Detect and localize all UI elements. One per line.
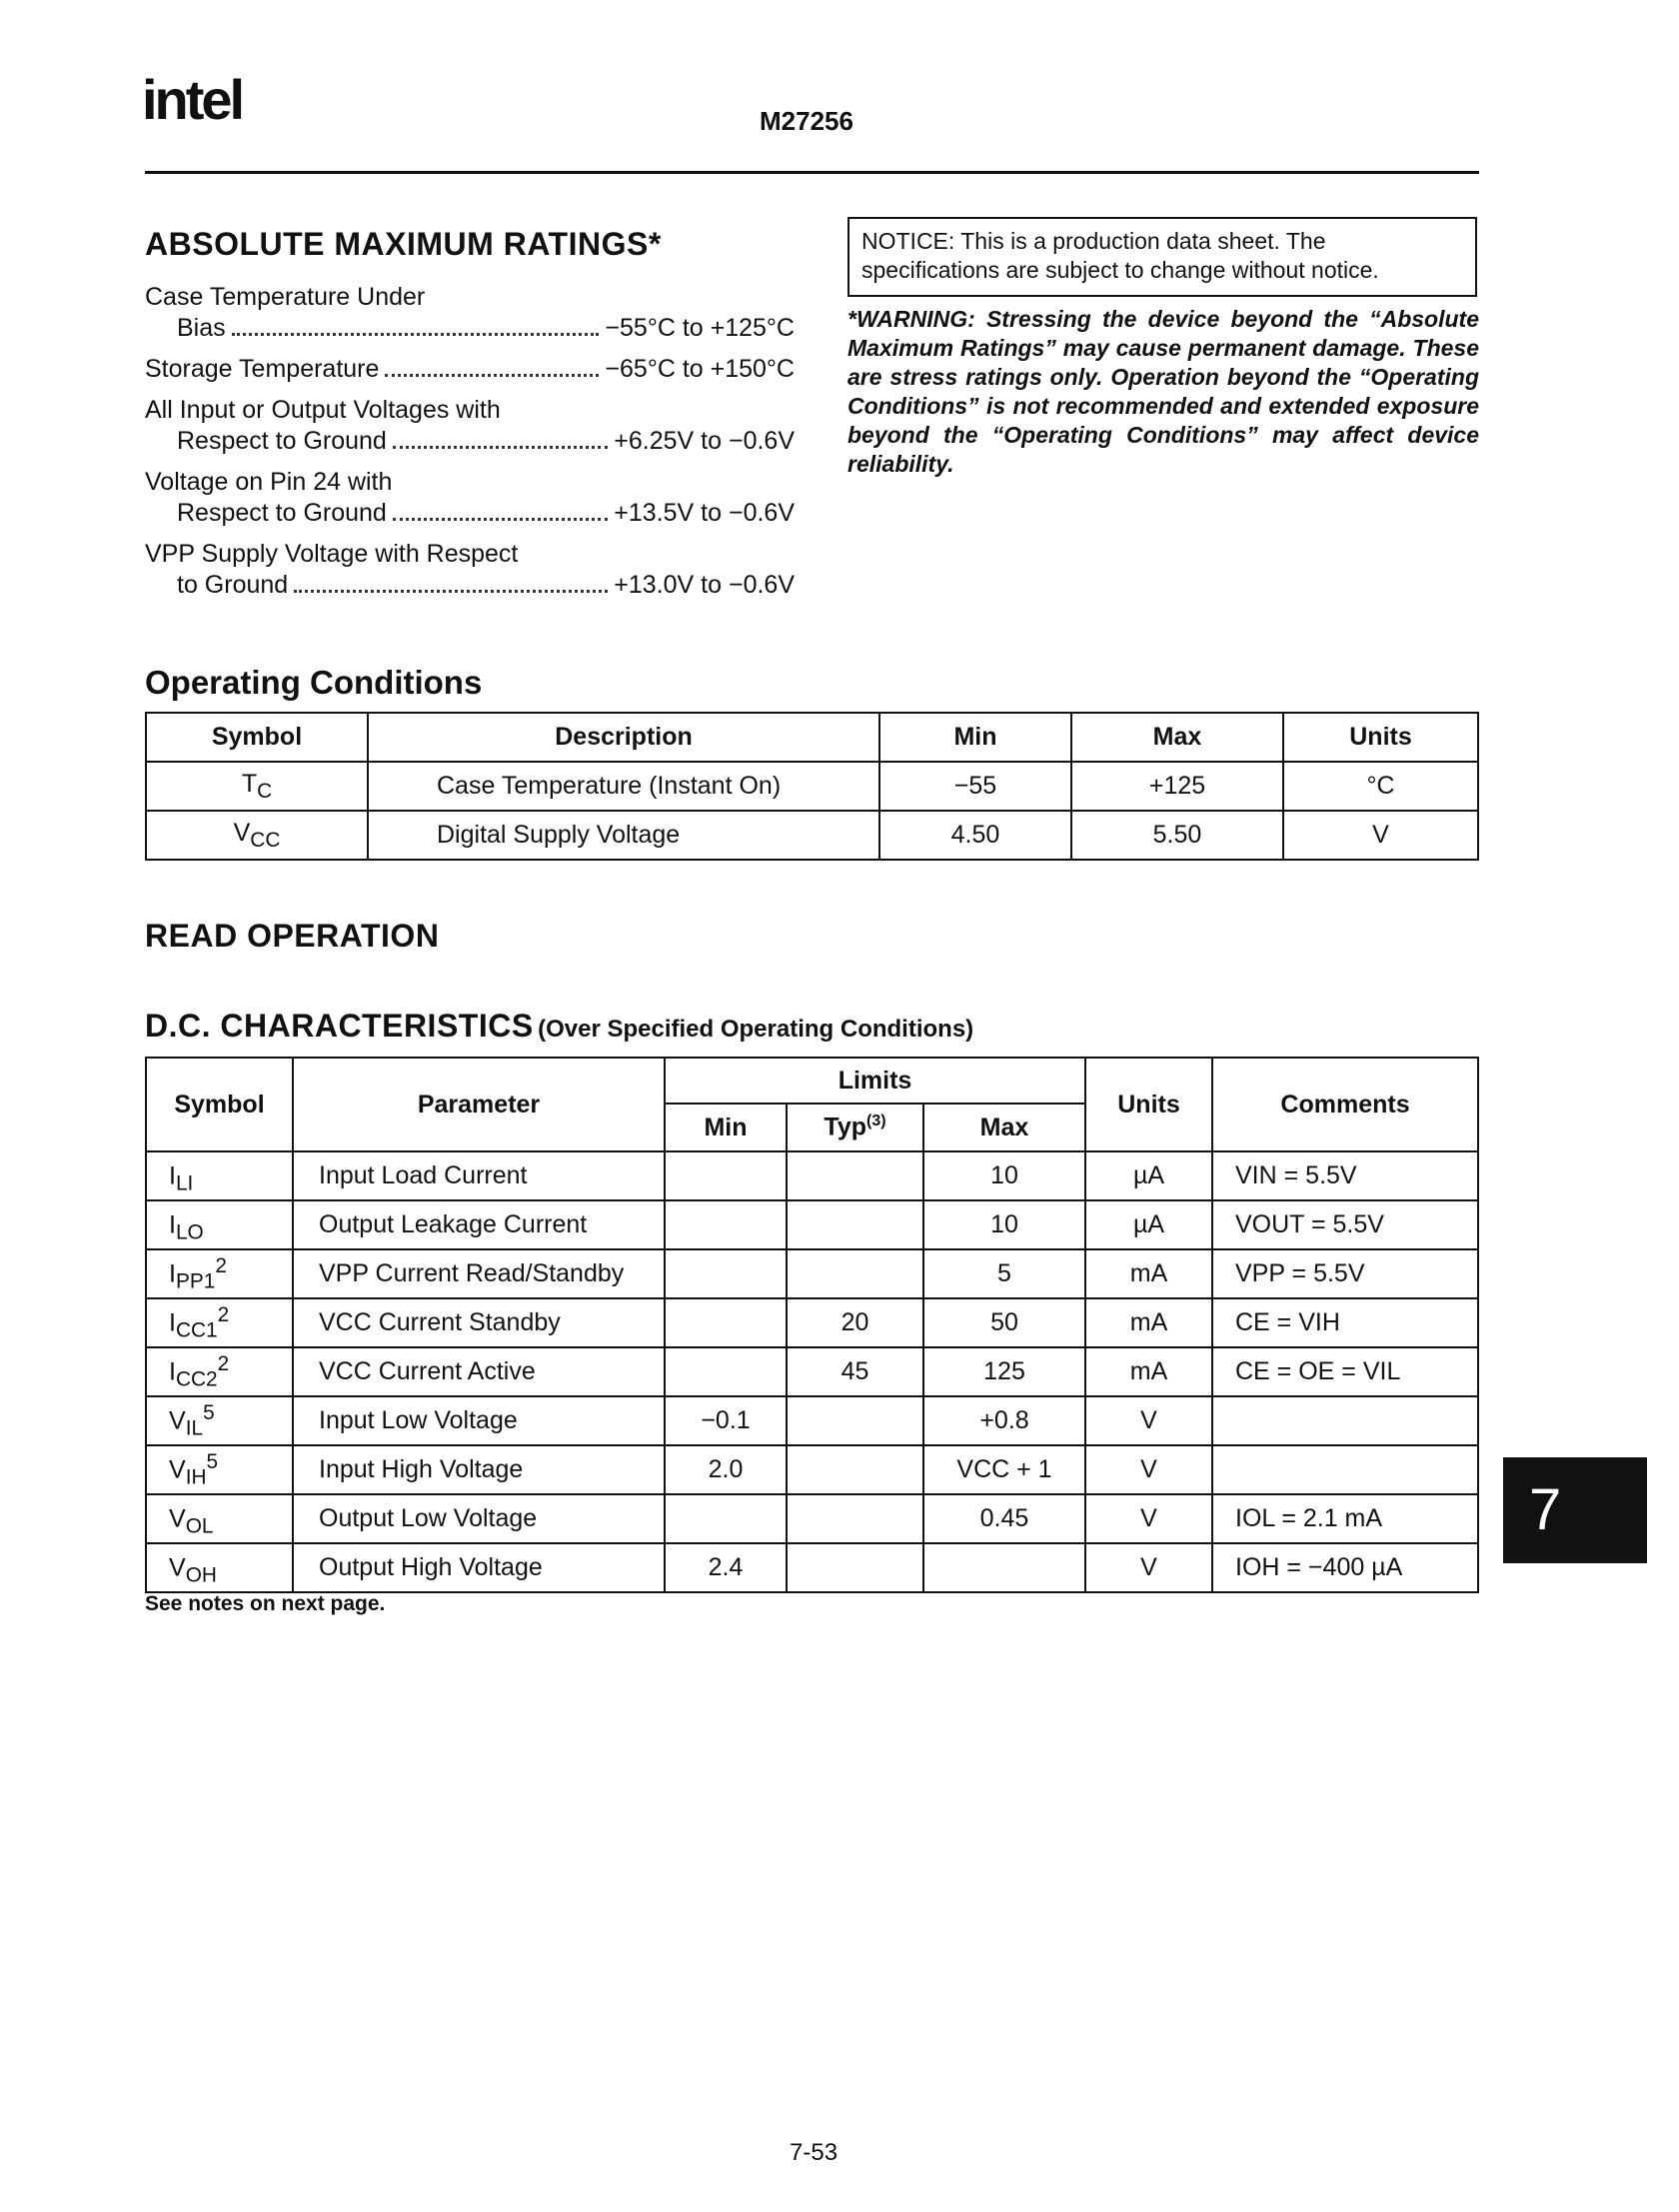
cell-max: 50 <box>923 1298 1085 1347</box>
cell-units: V <box>1283 811 1478 860</box>
cell-typ <box>787 1445 923 1494</box>
rating-item <box>145 354 795 385</box>
cell-symbol: $V_{OL}$ <box>146 1494 293 1543</box>
cell-typ <box>787 1151 923 1200</box>
warning-text: *WARNING: Stressing the device beyond the “Absolute Maximum Ratings” may cause permanent damage. These are stress ratings only. Operation beyond the “Operating Conditions” is not recommended and extended exposure beyond the “Operating Conditions” may affect device reliability. <box>847 306 1479 477</box>
cell-typ <box>787 1249 923 1298</box>
table-row <box>146 1249 1478 1298</box>
rating-label: Respect to Ground <box>177 427 387 455</box>
table-row <box>146 811 1478 860</box>
cell-typ <box>787 1494 923 1543</box>
col-header-comments: Comments <box>1212 1058 1478 1151</box>
rating-value: −65°C to +150°C <box>605 355 795 383</box>
cell-parameter: Input High Voltage <box>293 1445 665 1494</box>
cell-units: mA <box>1085 1249 1212 1298</box>
abs-max-list <box>145 282 795 611</box>
cell-max: VCC + 1 <box>923 1445 1085 1494</box>
cell-max: +0.8 <box>923 1396 1085 1445</box>
cell-parameter: Input Load Current <box>293 1151 665 1200</box>
cell-max: 10 <box>923 1200 1085 1249</box>
cell-max: 5 <box>923 1249 1085 1298</box>
cell-symbol: $T_C$ <box>146 762 368 811</box>
rating-line1: Case Temperature Under <box>145 283 426 311</box>
cell-symbol: $I_{CC1}^2$ <box>146 1298 293 1347</box>
rating-line1: Voltage on Pin 24 with <box>145 468 393 496</box>
document-id: M27256 <box>760 106 853 136</box>
cell-min <box>665 1298 787 1347</box>
table-header-row <box>146 713 1478 762</box>
cell-max: 125 <box>923 1347 1085 1396</box>
cell-comment: VOUT = 5.5V <box>1212 1200 1478 1249</box>
table-row <box>146 1151 1478 1200</box>
rating-label: Storage Temperature <box>145 355 380 383</box>
rating-item <box>145 467 795 529</box>
cell-min <box>665 1151 787 1200</box>
rating-line1: All Input or Output Voltages with <box>145 396 501 424</box>
cell-units: mA <box>1085 1347 1212 1396</box>
table-row <box>146 1347 1478 1396</box>
rating-value: +6.25V to −0.6V <box>614 427 795 455</box>
rating-label: Respect to Ground <box>177 499 387 527</box>
dc-subheading: (Over Specified Operating Conditions) <box>538 1016 974 1043</box>
dc-heading-group <box>145 1008 973 1045</box>
intel-logo: intel <box>142 68 243 131</box>
rating-line1: VPP Supply Voltage with Respect <box>145 540 519 568</box>
cell-comment: VIN = 5.5V <box>1212 1151 1478 1200</box>
col-header-limits: Limits <box>665 1058 1085 1104</box>
cell-min: 2.0 <box>665 1445 787 1494</box>
table-row <box>146 1396 1478 1445</box>
table-row <box>146 1298 1478 1347</box>
col-header-parameter: Parameter <box>293 1058 665 1151</box>
cell-symbol: $V_{IH}^5$ <box>146 1445 293 1494</box>
cell-min: 2.4 <box>665 1543 787 1592</box>
cell-parameter: Output Low Voltage <box>293 1494 665 1543</box>
cell-units: µA <box>1085 1200 1212 1249</box>
rating-value: +13.0V to −0.6V <box>614 571 795 599</box>
cell-parameter: VPP Current Read/Standby <box>293 1249 665 1298</box>
cell-symbol: $I_{PP1}^2$ <box>146 1249 293 1298</box>
table-row <box>146 1494 1478 1543</box>
rating-item <box>145 395 795 457</box>
rating-item <box>145 539 795 601</box>
cell-parameter: VCC Current Standby <box>293 1298 665 1347</box>
read-operation-heading: READ OPERATION <box>145 918 440 954</box>
cell-min <box>665 1494 787 1543</box>
cell-units: V <box>1085 1494 1212 1543</box>
rating-label: Bias <box>177 314 226 342</box>
col-header: Symbol <box>146 713 368 762</box>
table-row <box>146 1445 1478 1494</box>
cell-comment: IOH = −400 µA <box>1212 1543 1478 1592</box>
cell-comment: VPP = 5.5V <box>1212 1249 1478 1298</box>
col-header-typ: Typ$^{(3)}$ <box>787 1104 923 1151</box>
cell-symbol: $V_{OH}$ <box>146 1543 293 1592</box>
page-number: 7-53 <box>790 2139 839 2166</box>
rating-label: to Ground <box>177 571 289 599</box>
cell-parameter: Output High Voltage <box>293 1543 665 1592</box>
cell-symbol: $V_{IL}^5$ <box>146 1396 293 1445</box>
cell-max <box>923 1543 1085 1592</box>
cell-units: µA <box>1085 1151 1212 1200</box>
cell-units: V <box>1085 1445 1212 1494</box>
cell-min: −0.1 <box>665 1396 787 1445</box>
col-header: Max <box>1071 713 1283 762</box>
cell-typ <box>787 1543 923 1592</box>
cell-comment <box>1212 1396 1478 1445</box>
cell-units: °C <box>1283 762 1478 811</box>
cell-max: 10 <box>923 1151 1085 1200</box>
col-header: Min <box>879 713 1071 762</box>
table-row <box>146 762 1478 811</box>
rating-value: −55°C to +125°C <box>605 314 795 342</box>
cell-comment: CE = OE = VIL <box>1212 1347 1478 1396</box>
abs-max-heading: ABSOLUTE MAXIMUM RATINGS* <box>145 226 662 262</box>
operating-conditions-table <box>145 712 1479 861</box>
col-header-min: Min <box>665 1104 787 1151</box>
cell-max: +125 <box>1071 762 1283 811</box>
table-header-row <box>146 1058 1478 1104</box>
notes-text: See notes on next page. <box>145 1592 386 1615</box>
cell-min <box>665 1347 787 1396</box>
cell-min: 4.50 <box>879 811 1071 860</box>
cell-symbol: $I_{LO}$ <box>146 1200 293 1249</box>
rating-item <box>145 282 795 344</box>
cell-comment: CE = VIH <box>1212 1298 1478 1347</box>
cell-min <box>665 1249 787 1298</box>
table-row <box>146 1543 1478 1592</box>
cell-symbol: $I_{LI}$ <box>146 1151 293 1200</box>
chapter-tab: 7 <box>1503 1457 1647 1563</box>
col-header: Description <box>368 713 879 762</box>
cell-units: V <box>1085 1396 1212 1445</box>
cell-symbol: $I_{CC2}^2$ <box>146 1347 293 1396</box>
rating-value: +13.5V to −0.6V <box>614 499 795 527</box>
dc-characteristics-table <box>145 1057 1479 1593</box>
cell-max: 0.45 <box>923 1494 1085 1543</box>
table-row <box>146 1200 1478 1249</box>
cell-units: mA <box>1085 1298 1212 1347</box>
cell-comment <box>1212 1445 1478 1494</box>
cell-units: V <box>1085 1543 1212 1592</box>
cell-description: Digital Supply Voltage <box>368 811 879 860</box>
notice-box: NOTICE: This is a production data sheet. The specifications are subject to change without notice. <box>847 217 1477 297</box>
col-header-symbol: Symbol <box>146 1058 293 1151</box>
cell-typ: 45 <box>787 1347 923 1396</box>
dc-heading: D.C. CHARACTERISTICS <box>145 1008 534 1044</box>
col-header: Units <box>1283 713 1478 762</box>
col-header-max: Max <box>923 1104 1085 1151</box>
header-rule <box>145 171 1479 174</box>
cell-comment: IOL = 2.1 mA <box>1212 1494 1478 1543</box>
cell-max: 5.50 <box>1071 811 1283 860</box>
cell-min: −55 <box>879 762 1071 811</box>
col-header-units: Units <box>1085 1058 1212 1151</box>
cell-parameter: Input Low Voltage <box>293 1396 665 1445</box>
cell-typ: 20 <box>787 1298 923 1347</box>
cell-symbol: $V_{CC}$ <box>146 811 368 860</box>
cell-typ <box>787 1200 923 1249</box>
cell-typ <box>787 1396 923 1445</box>
cell-parameter: Output Leakage Current <box>293 1200 665 1249</box>
cell-parameter: VCC Current Active <box>293 1347 665 1396</box>
cell-description: Case Temperature (Instant On) <box>368 762 879 811</box>
cell-min <box>665 1200 787 1249</box>
operating-conditions-heading: Operating Conditions <box>145 664 483 701</box>
